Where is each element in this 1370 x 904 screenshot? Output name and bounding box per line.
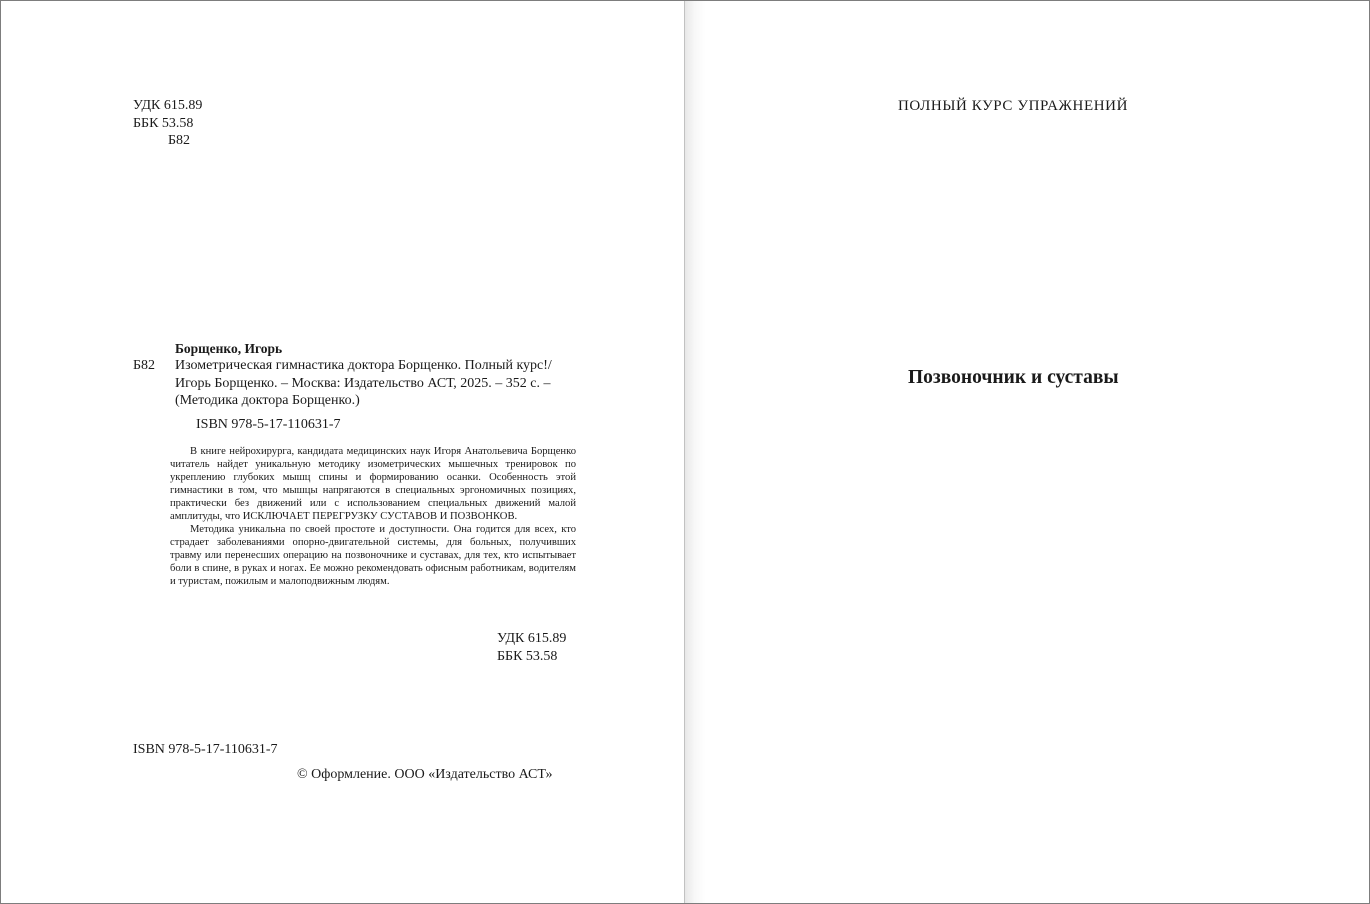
left-page <box>1 1 684 903</box>
right-page <box>684 1 1369 903</box>
annotation <box>170 445 576 588</box>
bbk-code: ББК 53.58 <box>133 115 194 131</box>
isbn-bottom: ISBN 978-5-17-110631-7 <box>133 742 278 757</box>
series-title: ПОЛНЫЙ КУРС УПРАЖНЕНИЙ <box>898 98 1129 114</box>
classification-right <box>497 630 566 665</box>
annotation-paragraph-2: Методика уникальна по своей простоте и доступности. Она годится для всех, кто страдает заболеваниями опорно-двигательной системы, для больных, получивших травму или перенесших операцию на позвоночнике и суставах, для тех, кто испытывает боли в спине, в руках и ногах. Ее можно рекомендовать офисным работникам, водителям и туристам, пожилым и малоподвижным людям. <box>170 524 576 587</box>
annotation-paragraph-1: В книге нейрохирурга, кандидата медицинских наук Игоря Анатольевича Борщенко читатель найдет уникальную методику изометрических мышечных тренировок по укреплению глубоких мышц спины и формированию осанки. Особенность этой гимнастики в том, что мышцы напрягаются в специальных эргономичных позициях, практически без движений или с использованием специальных движений малой амплитуды, что ИСКЛЮЧАЕТ ПЕРЕГРУЗКУ СУСТАВОВ И ПОЗВОНКОВ. <box>170 446 576 522</box>
author-sign: Б82 <box>168 133 191 148</box>
bbk-code-right: ББК 53.58 <box>497 648 558 664</box>
author-name: Борщенко, Игорь <box>175 341 283 356</box>
book-title: Позвоночник и суставы <box>908 367 1119 388</box>
bibliographic-description: Изометрическая гимнастика доктора Борщенко. Полный курс!/ Игорь Борщенко. – Москва: Издательство АСТ, 2025. – 352 с. – (Методика доктора Борщенко.) <box>175 358 552 408</box>
isbn-record: ISBN 978-5-17-110631-7 <box>196 417 341 432</box>
classification-block <box>133 97 202 150</box>
udk-code: УДК 615.89 <box>133 98 203 113</box>
copyright-line: © Оформление. ООО «Издательство АСТ» <box>297 767 553 782</box>
author-code: Б82 <box>133 358 156 373</box>
gutter-shadow <box>684 1 706 903</box>
udk-code-right: УДК 615.89 <box>497 631 567 646</box>
